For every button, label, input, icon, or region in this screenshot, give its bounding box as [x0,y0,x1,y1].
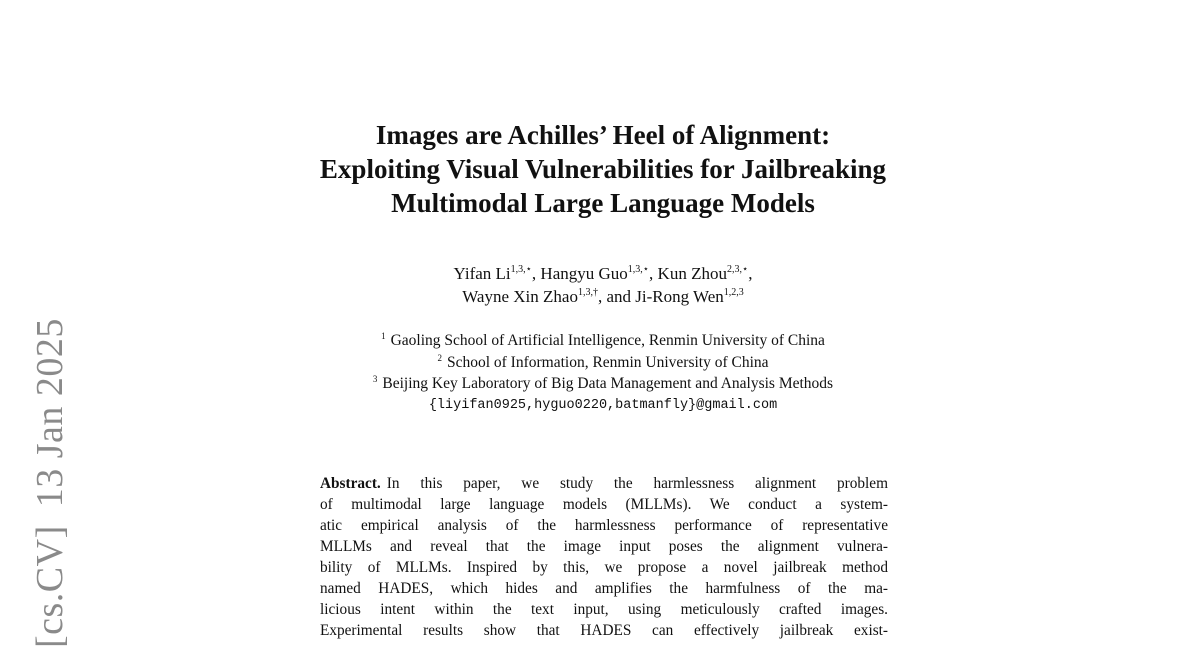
abstract-line: atic empirical analysis of the harmlessness performance of representative [320,517,888,534]
affiliation-number: 2 [437,352,442,363]
affiliation-number: 1 [381,331,386,341]
abstract-line: named HADES, which hides and amplifies the harmfulness of the ma- [320,580,888,597]
affiliation-2 [0,352,1200,374]
abstract-heading: Abstract. [320,475,381,492]
author-affil-marks: 2,3,⋆ [726,264,749,275]
affiliation-text: School of Information, Renmin University of China [446,353,769,371]
author-affil-marks: 1,2,3 [723,287,744,298]
abstract-text: In this paper, we study the harmlessness alignment problem [386,475,888,492]
abstract-line: licious intent within the text input, using meticulously crafted images. [320,601,888,618]
abstract-line: Experimental results show that HADES can effectively jailbreak exist- [320,622,888,639]
author-name: Ji-Rong Wen [635,287,724,306]
abstract [320,473,888,641]
author-separator: , [748,264,753,283]
affiliation-block [0,330,1200,416]
abstract-line: MLLMs and reveal that the image input poses the alignment vulnera- [320,538,888,555]
title-line-2: Exploiting Visual Vulnerabilities for Jailbreaking [319,154,887,184]
affiliation-3 [0,373,1200,395]
paper-title [0,118,1200,220]
author-email: {liyifan0925,hyguo0220,batmanfly}@gmail.com [428,397,778,413]
affiliation-number: 3 [372,374,378,384]
author-separator: , [531,264,541,283]
affiliation-text: Gaoling School of Artificial Intelligence, Renmin University of China [390,332,825,349]
title-line-3: Multimodal Large Language Models [391,188,815,218]
affiliation-1 [0,330,1200,352]
author-name: Kun Zhou [657,264,727,283]
author-list [0,262,1200,308]
author-name: Wayne Xin Zhao [462,287,578,306]
arxiv-date: 13 Jan 2025 [29,318,71,508]
author-line-2 [0,285,1200,308]
author-separator: , [649,264,658,283]
author-name: Yifan Li [453,264,511,283]
abstract-line: bility of MLLMs. Inspired by this, we propose a novel jailbreak method [320,559,888,576]
author-affil-marks: 1,3,† [577,287,598,298]
abstract-line: of multimodal large language models (MLLMs). We conduct a system- [320,496,888,513]
affiliation-text: Beijing Key Laboratory of Big Data Management and Analysis Methods [382,375,834,392]
abstract-line [320,473,888,494]
author-separator: , and [597,287,636,306]
title-line-1: Images are Achilles’ Heel of Alignment: [375,120,831,150]
author-affil-marks: 1,3,⋆ [627,264,650,275]
arxiv-category: [cs.CV] [29,525,71,648]
author-affil-marks: 1,3,⋆ [510,264,532,275]
author-name: Hangyu Guo [540,264,628,283]
author-line-1 [0,262,1200,285]
